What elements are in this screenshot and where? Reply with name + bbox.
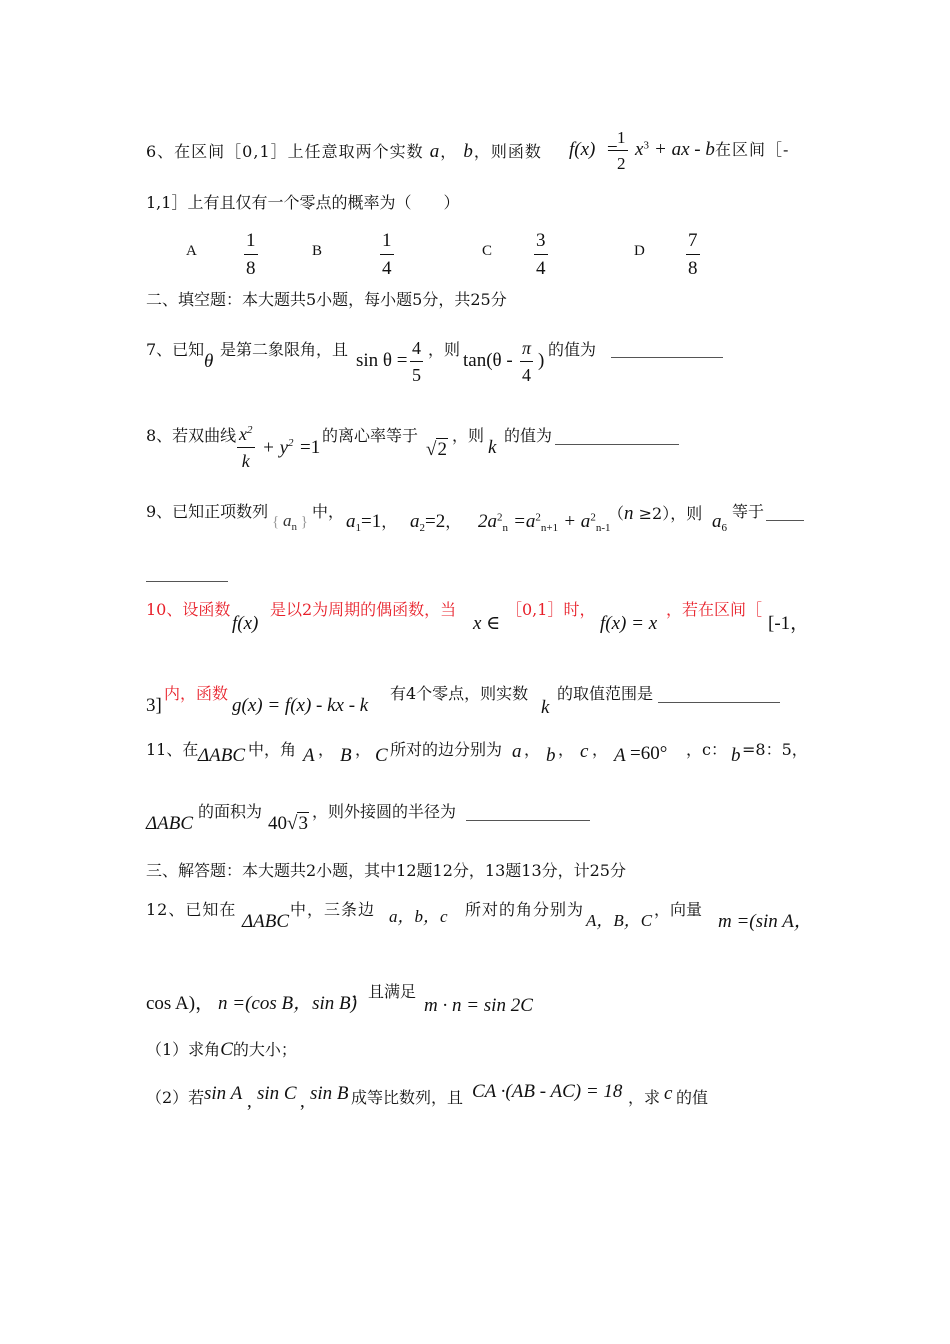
q10-tail: 的取值范围是	[557, 684, 654, 703]
q9-a1-val: =1	[361, 511, 382, 532]
q9-prefix: 9、已知正项数列	[146, 502, 269, 521]
q9-mid: 中，	[312, 502, 345, 521]
q10-line2-mid: 内，函数	[164, 684, 229, 703]
q9-n: n	[624, 503, 634, 524]
q8-prefix: 8、若双曲线	[146, 426, 237, 445]
q10-fx2: f(x) = x	[600, 613, 658, 634]
q6-rest: + ax - b	[654, 139, 715, 160]
q10-line2-tail: 有4个零点，则实数	[390, 684, 529, 703]
q10-xin: x ∈	[473, 613, 501, 634]
q11-line2-mid: 的面积为	[198, 802, 263, 821]
q8-mid: 的离心率等于	[322, 426, 419, 445]
q12-sinC: sin C	[257, 1083, 297, 1104]
q8-plus-y	[262, 438, 294, 457]
q8-then: ，则	[452, 426, 485, 445]
q10-gx: g(x) = f(x) - kx - k	[232, 695, 369, 716]
q9-cond-open: （	[608, 504, 625, 523]
q12-line2-a: cos A)，	[146, 993, 215, 1014]
q6-half-num: 1	[615, 128, 628, 151]
q11-Aeq: A	[614, 745, 626, 766]
q12-sinB: sin B	[310, 1083, 349, 1104]
q7-fraction	[410, 338, 423, 386]
q10-answer-blank[interactable]	[658, 702, 780, 703]
q10-k: k	[541, 697, 550, 718]
q7-den: 5	[412, 365, 421, 385]
q12-part2-pre: （2）若	[146, 1088, 205, 1107]
q11-mid2: 所对的边分别为	[390, 740, 503, 759]
q9-a2-sub: 2	[419, 522, 425, 535]
q7-pi-fraction	[520, 338, 533, 386]
q7-tan: tan(θ -	[463, 350, 513, 371]
q11-tri: ΔABC	[198, 745, 246, 766]
q11-comma3: ，	[524, 740, 541, 759]
q8-fraction	[237, 424, 255, 472]
q8-sqrt-val: 2	[437, 439, 447, 460]
q12-dot: m · n = sin 2C	[424, 995, 533, 1016]
q10-interval: [-1，	[768, 613, 810, 634]
q6-half-den: 2	[617, 154, 626, 173]
q9-rec: 2a	[478, 511, 497, 532]
q9-cond-val: ≥2）	[638, 504, 671, 523]
q10-line2-start: 3]	[146, 695, 162, 716]
q9-answer-blank-1[interactable]	[766, 520, 804, 521]
q7-theta: θ	[204, 351, 214, 372]
q8-num	[237, 424, 255, 448]
q6-option-b-label: B	[312, 243, 323, 259]
q12-part2-tail: ，求	[628, 1088, 661, 1107]
q12-part1-pre: （1）求角	[146, 1040, 221, 1059]
q9-recurrence	[478, 512, 610, 534]
q12-line2-mid: ，且满足	[352, 982, 417, 1001]
q11-line2-tri: ΔABC	[146, 813, 194, 834]
q12-comma-a: ,	[247, 1091, 252, 1112]
q12-c: c	[664, 1083, 673, 1104]
q6-option-a-fraction	[244, 230, 258, 280]
q7-answer-blank[interactable]	[611, 357, 723, 358]
q6-option-c-num: 3	[534, 230, 548, 255]
q12-mid: 中，三条边	[290, 900, 376, 919]
q11-ratio: ，c：	[686, 740, 727, 759]
q11-tail: ，则外接圆的半径为	[312, 802, 457, 821]
q12-prefix: 12、已知在	[146, 900, 237, 919]
q9-seq: { $a_n$ }	[272, 511, 308, 533]
q6-line2: 1,1］上有且仅有一个零点的概率为（ ）	[146, 193, 460, 212]
q7-close: )	[538, 350, 545, 371]
q6-line1	[146, 142, 542, 161]
q8-k: k	[241, 451, 250, 471]
q7-tail: 的值为	[548, 340, 597, 359]
q8-exp2: 2	[288, 437, 294, 449]
q6-var-a: a	[429, 141, 441, 162]
q6-option-b-den: 4	[382, 258, 392, 279]
q10-mid1: 是以2为周期的偶函数，当	[270, 600, 457, 619]
q6-option-c-fraction	[534, 230, 548, 280]
q9-a1: $a_1=1$，	[346, 511, 398, 535]
q11-comma4: ，	[558, 740, 575, 759]
q12-sinA: sin A	[204, 1083, 243, 1104]
q9-answer-blank-2[interactable]	[146, 581, 228, 582]
q9-a1-var: a	[346, 511, 356, 532]
q8-x: x	[239, 424, 247, 444]
q12-part2-end: 的值	[676, 1088, 709, 1107]
q9-a2-val: =2	[425, 511, 446, 532]
q8-sqrt: √2	[426, 439, 447, 460]
q6-option-d-num: 7	[686, 230, 700, 255]
q11-mid: 中，角	[248, 740, 297, 759]
q11-B: B	[340, 745, 352, 766]
q6-fx: f(x)	[569, 139, 596, 160]
q11-comma2: ，	[355, 740, 372, 759]
q6-option-b-fraction	[380, 230, 394, 280]
q10-mid2: ，若在区间［	[666, 600, 763, 619]
q6-eq: =	[607, 139, 618, 160]
q9-rec-sup: 2	[497, 511, 503, 524]
q6-option-b-num: 1	[380, 230, 394, 255]
q11-b: b	[546, 745, 556, 766]
q7-pi: π	[520, 338, 533, 362]
q12-part1-tail: 的大小；	[232, 1040, 297, 1059]
q6-sep: ，	[440, 142, 458, 161]
q9-then: ，则	[670, 504, 703, 523]
q6-var-b: b	[463, 141, 474, 162]
q11-prefix: 11、在	[146, 740, 199, 759]
q12-tri: ΔABC	[242, 911, 290, 932]
q9-rec-sub: n	[502, 522, 508, 535]
q6-option-d-fraction	[686, 230, 700, 280]
q11-sqrt3: 3	[298, 813, 308, 834]
q12-ABC: A，B，C	[586, 911, 653, 930]
q11-ratio-val: =8：5，	[742, 740, 808, 759]
q11-c: c	[580, 741, 589, 762]
q7-sin: sin θ =	[356, 350, 408, 371]
q8-eq: =1	[300, 437, 321, 458]
q11-angle: =60°	[630, 743, 668, 764]
q12-comma-c: ,	[300, 1091, 305, 1112]
q8-k-var: k	[488, 437, 497, 458]
q7-four: 4	[522, 365, 532, 385]
q12-part1-C: C	[220, 1039, 233, 1060]
q9-a6-var: a	[712, 511, 722, 532]
q10-range: ［0,1］时，	[506, 600, 596, 619]
q9-tail: 等于	[732, 502, 765, 521]
q7-num: 4	[410, 338, 423, 362]
q9-s2-sup: 2	[590, 511, 596, 524]
q11-area-val: 40	[268, 813, 287, 834]
q11-answer-blank[interactable]	[466, 820, 590, 821]
q9-a6	[712, 512, 727, 534]
q6-option-c-label: C	[482, 243, 493, 259]
q12-abc: a，b，c	[389, 907, 448, 926]
q6-option-a-den: 8	[246, 258, 256, 279]
q6-option-a-label: A	[186, 243, 197, 259]
q6-option-d-den: 8	[688, 258, 698, 279]
q6-option-d-label: D	[634, 243, 645, 259]
q8-tail: 的值为	[504, 426, 553, 445]
q12-n: n =(cos B，sin B)	[218, 993, 357, 1014]
q12-part1	[146, 1040, 297, 1059]
q12-vec: ，向量	[654, 900, 703, 919]
q6-poly	[635, 140, 715, 159]
q9-a2-var: a	[410, 511, 420, 532]
q9-s2-sub: n-1	[595, 522, 611, 535]
q9-an: a	[282, 511, 292, 530]
q9-a1-sub: 1	[355, 522, 361, 535]
q9-plus: + a	[563, 511, 591, 532]
q11-line1	[146, 742, 198, 758]
q6-exp: 3	[643, 139, 649, 152]
q8-exp: 2	[247, 424, 253, 436]
section-2-heading: 二、填空题：本大题共5小题，每小题5分，共25分	[146, 290, 507, 309]
q6-option-c-den: 4	[536, 258, 546, 279]
q6-option-a-num: 1	[244, 230, 258, 255]
q9-a6-sub: 6	[721, 522, 727, 535]
q9-rec-eq: =a	[513, 511, 536, 532]
q11-area: 40√3	[268, 813, 308, 834]
q10-prefix: 10、设函数	[146, 600, 231, 619]
q8-answer-blank[interactable]	[555, 444, 679, 445]
q9-s1-sup: 2	[535, 511, 541, 524]
q7-mid: 是第二象限角，且	[220, 340, 349, 359]
q11-A: A	[303, 745, 315, 766]
q9-an-sub: n	[291, 521, 297, 533]
q12-part2-mid: 成等比数列，且	[351, 1088, 464, 1107]
q6-prefix: 6、在区间［0,1］上任意取两个实数	[146, 142, 424, 161]
q7-then: ，则	[428, 340, 461, 359]
q8-plus: + y	[262, 437, 289, 459]
q11-a: a	[512, 741, 522, 762]
q11-comma1: ，	[318, 740, 335, 759]
q6-mid: ，则函数	[473, 142, 542, 161]
q11-comma5: ，	[592, 740, 609, 759]
q10-fx: f(x)	[232, 613, 259, 634]
q11-bvar: b	[731, 745, 741, 766]
q6-tail: 在区间［-	[715, 140, 790, 159]
section-3-heading: 三、解答题：本大题共2小题，其中12题12分，13题13分，计25分	[146, 861, 626, 880]
q11-C: C	[375, 745, 388, 766]
q9-cond	[608, 504, 702, 523]
q7-prefix: 7、已知	[146, 340, 205, 359]
q6-half-fraction	[615, 128, 628, 174]
q12-vec-eq: CA ·(AB - AC) = 18	[472, 1081, 623, 1102]
q12-m: m =(sin A，	[718, 911, 813, 932]
q6-x: x	[635, 139, 644, 160]
q9-a2: $a_2=2$，	[410, 511, 462, 535]
q12-mid2: 所对的角分别为	[465, 900, 585, 919]
q9-s1-sub: n+1	[540, 522, 559, 535]
